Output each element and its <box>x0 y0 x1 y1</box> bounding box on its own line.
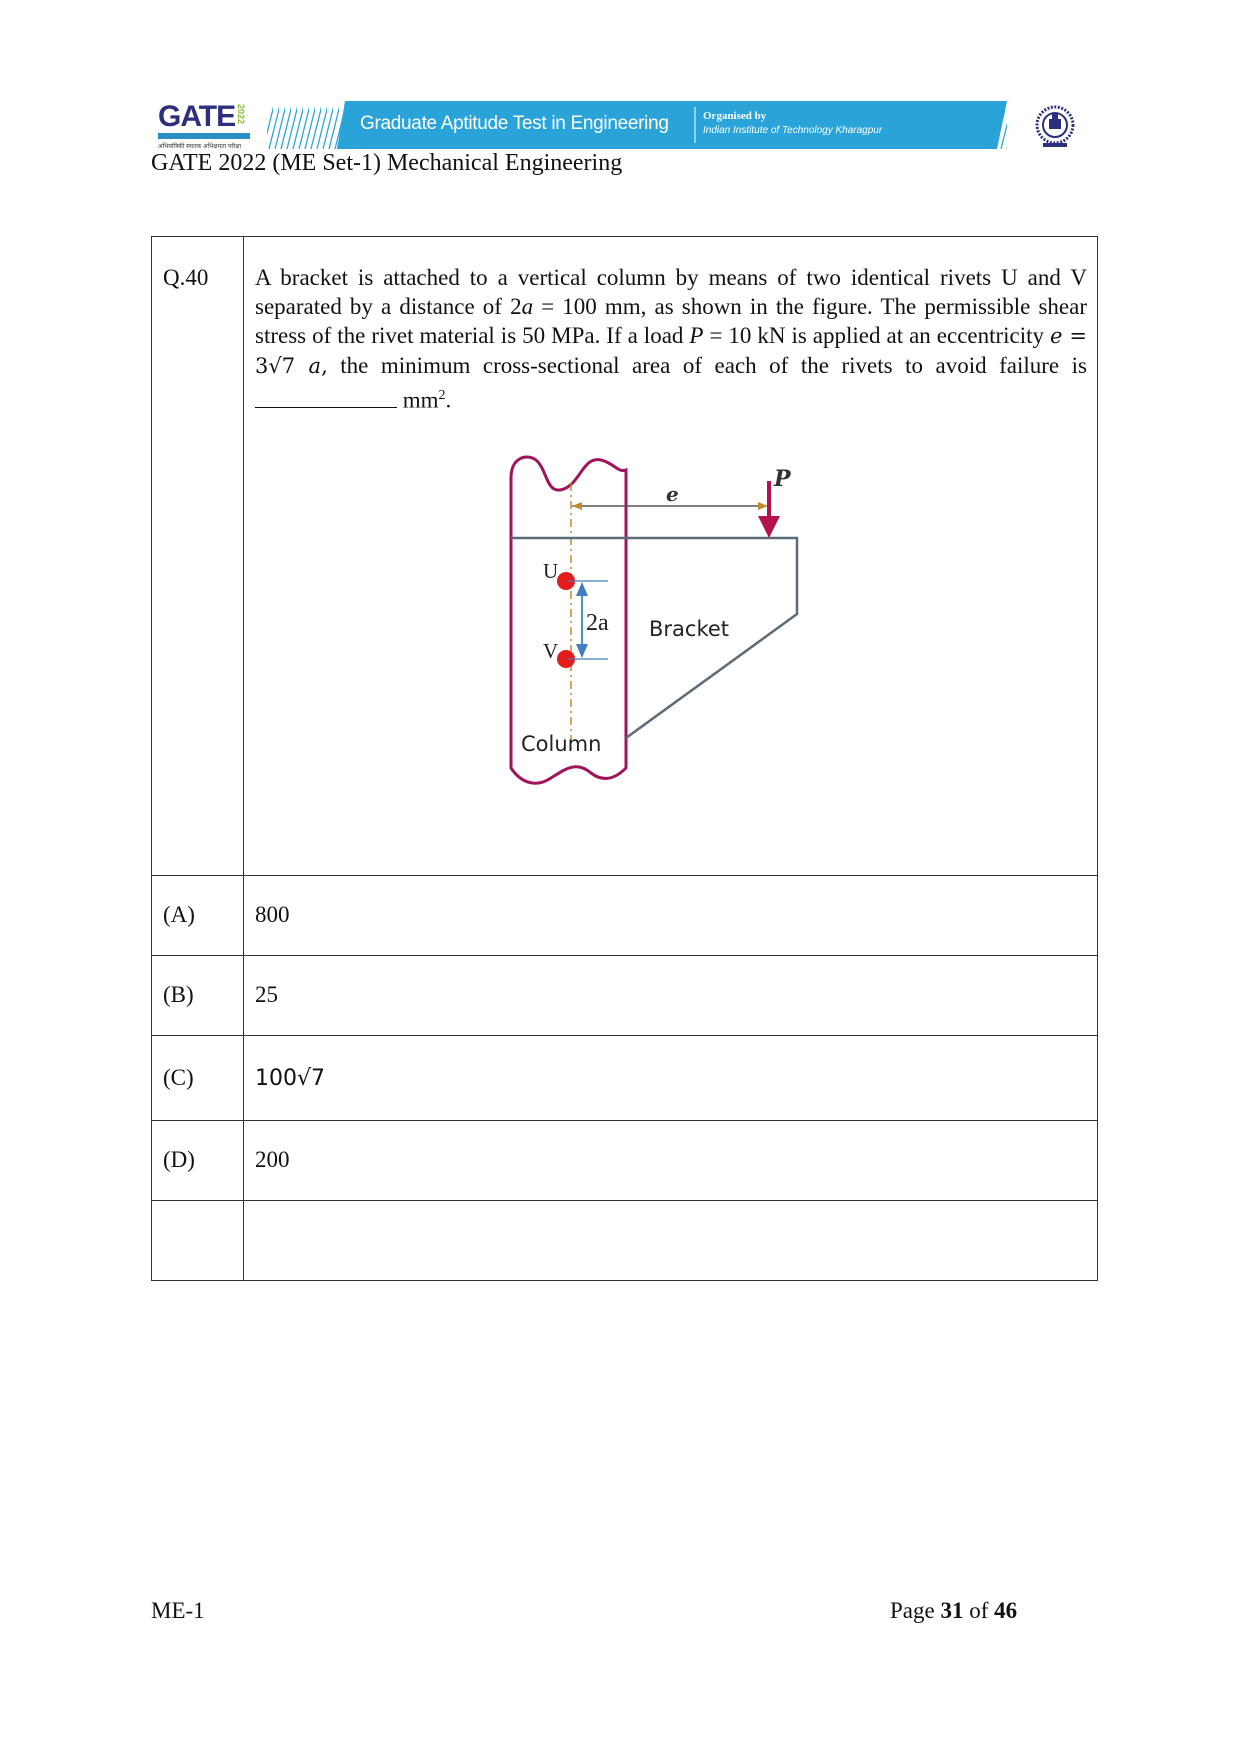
option-label: (C) <box>152 1035 244 1120</box>
question-table <box>151 236 1098 1281</box>
gate-logo-text: GATE <box>158 100 236 133</box>
empty-cell <box>244 1200 1098 1280</box>
banner-organised-by: Organised by <box>703 110 767 122</box>
option-label: (B) <box>152 955 244 1035</box>
page-current: 31 <box>940 1598 964 1623</box>
option-label: (A) <box>152 875 244 955</box>
option-row-b <box>152 955 1098 1035</box>
gate-logo-hindi: अभियांत्रिकी स्नातक अभिक्षमता परीक्षा <box>158 144 242 150</box>
question-text-part: A bracket is attached to a vertical column by means of two identical rivets U and V separated by a distance of 2 <box>255 265 1087 319</box>
header-banner <box>267 101 1007 149</box>
unit-end: . <box>445 387 452 413</box>
label-p: P <box>774 465 791 492</box>
var-p: P <box>689 323 704 348</box>
unit: mm <box>402 387 439 413</box>
option-value[interactable]: 200 <box>244 1120 1098 1200</box>
label-u: U <box>543 558 559 583</box>
math-eq: = 3√7 <box>255 324 1087 378</box>
unit-superscript: 2 <box>438 388 446 403</box>
empty-cell <box>152 1200 244 1280</box>
question-body <box>244 237 1098 876</box>
answer-blank <box>255 389 397 408</box>
bracket-figure <box>506 448 846 808</box>
question-text-part: the minimum cross-sectional area of each of the rivets to avoid failure is <box>327 353 1087 378</box>
question-row <box>152 237 1098 876</box>
page-word: Page <box>890 1598 935 1623</box>
dim-2a-arrow-up <box>576 582 588 596</box>
option-value[interactable]: 800 <box>244 875 1098 955</box>
math-a: a <box>308 354 322 378</box>
option-value[interactable]: 25 <box>244 955 1098 1035</box>
question-text-part: = 10 kN is applied at an eccentricity <box>703 323 1051 348</box>
iit-emblem-icon <box>1033 103 1077 151</box>
label-2a: 2a <box>586 609 609 636</box>
option-row-d <box>152 1120 1098 1200</box>
option-label: (D) <box>152 1120 244 1200</box>
var-a: a <box>521 294 534 319</box>
label-e: e <box>666 481 679 506</box>
dim-2a-arrow-down <box>576 644 588 658</box>
figure-container <box>255 415 1087 875</box>
option-value-math: 100√7 <box>255 1065 326 1091</box>
banner-organiser: Indian Institute of Technology Kharagpur <box>703 125 883 136</box>
gate-logo-bar <box>158 133 250 139</box>
math-e: e <box>1050 324 1063 348</box>
question-text <box>255 263 1087 415</box>
label-column: Column <box>521 731 602 756</box>
option-value[interactable] <box>244 1035 1098 1120</box>
option-row-c <box>152 1035 1098 1120</box>
gate-logo-year: 2022 <box>236 104 246 125</box>
footer-page-number <box>890 1598 1017 1624</box>
math-comma: , <box>321 354 328 378</box>
document-title: GATE 2022 (ME Set-1) Mechanical Engineering <box>151 150 623 176</box>
question-text-part: = 100 mm, as shown in the figure. The permissible shear stress of the rivet material is 50 MPa. If a load <box>255 294 1087 348</box>
of-word: of <box>969 1598 989 1623</box>
banner-title: Graduate Aptitude Test in Engineering <box>360 113 669 134</box>
footer-paper-code: ME-1 <box>151 1598 205 1623</box>
e-dimension-arrow-left <box>572 502 582 510</box>
option-row-a <box>152 875 1098 955</box>
label-v: V <box>543 638 559 663</box>
label-bracket: Bracket <box>649 616 730 641</box>
question-number: Q.40 <box>152 237 244 876</box>
load-arrow-head <box>758 516 780 538</box>
page-total: 46 <box>994 1598 1018 1623</box>
empty-row <box>152 1200 1098 1280</box>
gate-logo <box>158 102 258 152</box>
e-dimension-arrow-right <box>758 502 768 510</box>
